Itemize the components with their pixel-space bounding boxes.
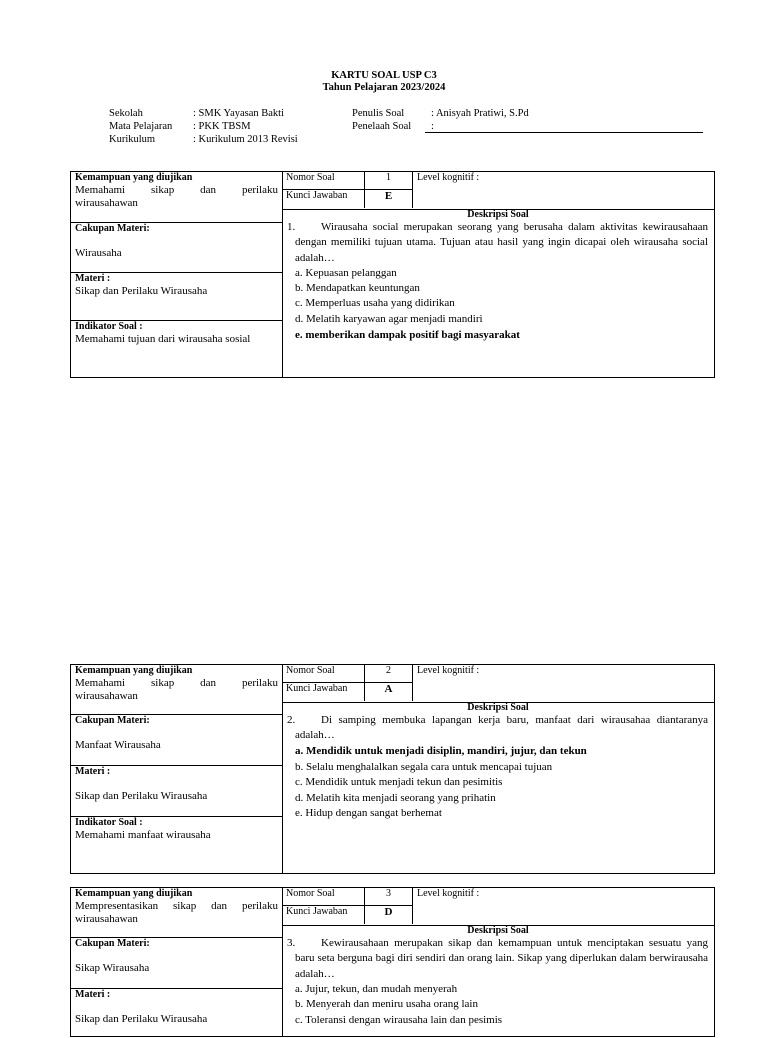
option-d: d. Melatih kita menjadi seorang yang prihatin [295, 792, 496, 804]
kemampuan-section [71, 172, 282, 222]
option-c: c. Memperluas usaha yang didirikan [295, 297, 455, 309]
nomor-soal-label: Nomor Soal [282, 665, 365, 683]
deskripsi-soal-label: Deskripsi Soal [467, 702, 529, 713]
kemampuan-label: Kemampuan yang diujikan [75, 665, 193, 676]
sekolah-value: : SMK Yayasan Bakti [193, 108, 285, 119]
materi-text: Sikap dan Perilaku Wirausaha [75, 790, 208, 802]
question-line-rest: dengan memiliki tujuan utama. Tujuan atau hasil yang ingin dicapai oleh wirausaha social adalah… [295, 236, 708, 264]
indikator-text: Memahami tujuan dari wirausaha sosial [75, 333, 251, 345]
materi-section [71, 988, 282, 1038]
option-a: a. Jujur, tekun, dan mudah menyerah [295, 983, 458, 995]
nomor-soal-value: 3 [365, 888, 413, 906]
question-number: 1. [287, 221, 296, 233]
penelaah-underline [425, 132, 703, 133]
question-number: 3. [287, 937, 296, 949]
question-line-rest: baru seta berguna bagi diri sendiri dan orang lain. Sikap yang diperlukan dalam berwirausaha adalah… [295, 952, 708, 980]
materi-section [71, 272, 282, 320]
question-line-rest: adalah… [295, 729, 335, 742]
deskripsi-soal-label: Deskripsi Soal [467, 209, 529, 220]
level-kognitif-label: Level kognitif : [417, 888, 480, 899]
materi-text: Sikap dan Perilaku Wirausaha [75, 285, 208, 297]
cakupan-label: Cakupan Materi: [75, 715, 150, 726]
option-e: e. Hidup dengan sangat berhemat [295, 807, 442, 819]
option-a-correct: a. Mendidik untuk menjadi disiplin, mandiri, jujur, dan tekun [295, 745, 587, 757]
cakupan-text: Wirausaha [75, 247, 122, 259]
card-left-column [71, 665, 283, 873]
card-left-column [71, 172, 283, 377]
question-text [287, 936, 708, 982]
kunci-jawaban-label: Kunci Jawaban [282, 190, 365, 208]
question-text [287, 220, 708, 266]
kunci-jawaban-label: Kunci Jawaban [282, 683, 365, 701]
materi-text: Sikap dan Perilaku Wirausaha [75, 1013, 208, 1025]
nomor-soal-label: Nomor Soal [282, 172, 365, 190]
question-card-3 [70, 887, 715, 1037]
question-line-1: Wirausaha social merupakan seorang yang berusaha dalam aktivitas kewirausahaan [321, 221, 708, 233]
kunci-jawaban-value: E [365, 190, 413, 208]
materi-label: Materi : [75, 766, 111, 777]
cakupan-text: Sikap Wirausaha [75, 962, 150, 974]
document-title: KARTU SOAL USP C3 [331, 70, 437, 81]
card-info-row [282, 665, 714, 703]
cakupan-section [71, 222, 282, 272]
card-left-column [71, 888, 283, 1036]
mapel-label: Mata Pelajaran [109, 121, 173, 132]
option-b: b. Mendapatkan keuntungan [295, 282, 420, 294]
materi-section [71, 765, 282, 816]
option-c: c. Toleransi dengan wirausaha lain dan pesimis [295, 1014, 503, 1026]
question-text [287, 713, 708, 744]
kunci-jawaban-value: D [365, 906, 413, 924]
question-card-2 [70, 664, 715, 874]
materi-label: Materi : [75, 989, 111, 1000]
indikator-label: Indikator Soal : [75, 321, 143, 332]
kurikulum-label: Kurikulum [109, 134, 156, 145]
nomor-soal-value: 2 [365, 665, 413, 683]
kunci-jawaban-value: A [365, 683, 413, 701]
kemampuan-text: Mempresentasikan sikap dan perilaku [75, 900, 278, 912]
kurikulum-value: : Kurikulum 2013 Revisi [193, 134, 298, 145]
question-line-1: Di samping membuka lapangan kerja baru, manfaat dari wirausahaa diantaranya [321, 714, 708, 726]
indikator-section [71, 816, 282, 873]
nomor-soal-value: 1 [365, 172, 413, 190]
cakupan-text: Manfaat Wirausaha [75, 739, 161, 751]
kemampuan-section [71, 888, 282, 937]
kemampuan-text: Memahami sikap dan perilaku [75, 184, 278, 196]
kemampuan-text: Memahami sikap dan perilaku [75, 677, 278, 689]
option-c: c. Mendidik untuk menjadi tekun dan pesimitis [295, 776, 503, 788]
kemampuan-text-cont: wirausahawan [75, 197, 138, 209]
kunci-jawaban-label: Kunci Jawaban [282, 906, 365, 924]
kemampuan-label: Kemampuan yang diujikan [75, 888, 193, 899]
penelaah-label: Penelaah Soal [352, 121, 412, 132]
kemampuan-text-cont: wirausahawan [75, 690, 138, 702]
option-b: b. Menyerah dan meniru usaha orang lain [295, 998, 478, 1010]
nomor-soal-label: Nomor Soal [282, 888, 365, 906]
mapel-value: : PKK TBSM [193, 121, 251, 132]
cakupan-section [71, 714, 282, 765]
question-number: 2. [287, 714, 296, 726]
level-kognitif-label: Level kognitif : [417, 172, 480, 183]
kemampuan-text-cont: wirausahawan [75, 913, 138, 925]
materi-label: Materi : [75, 273, 111, 284]
option-b: b. Selalu menghalalkan segala cara untuk mencapai tujuan [295, 761, 553, 773]
question-line-1: Kewirausahaan merupakan sikap dan kemampuan untuk menciptakan sesuatu yang [321, 937, 708, 949]
penelaah-value: : [431, 121, 434, 132]
card-info-row [282, 172, 714, 210]
indikator-text: Memahami manfaat wirausaha [75, 829, 211, 841]
penulis-value: : Anisyah Pratiwi, S.Pd [431, 108, 529, 119]
option-d: d. Melatih karyawan agar menjadi mandiri [295, 313, 483, 325]
indikator-section [71, 320, 282, 377]
cakupan-label: Cakupan Materi: [75, 938, 150, 949]
option-a: a. Kepuasan pelanggan [295, 267, 397, 279]
penulis-label: Penulis Soal [352, 108, 405, 119]
academic-year: Tahun Pelajaran 2023/2024 [322, 82, 446, 93]
indikator-label: Indikator Soal : [75, 817, 143, 828]
kemampuan-section [71, 665, 282, 714]
sekolah-label: Sekolah [109, 108, 143, 119]
deskripsi-soal-label: Deskripsi Soal [467, 925, 529, 936]
card-info-row [282, 888, 714, 926]
question-card-1 [70, 171, 715, 378]
level-kognitif-label: Level kognitif : [417, 665, 480, 676]
cakupan-section [71, 937, 282, 988]
kemampuan-label: Kemampuan yang diujikan [75, 172, 193, 183]
option-e-correct: e. memberikan dampak positif bagi masyarakat [295, 329, 520, 341]
cakupan-label: Cakupan Materi: [75, 223, 150, 234]
